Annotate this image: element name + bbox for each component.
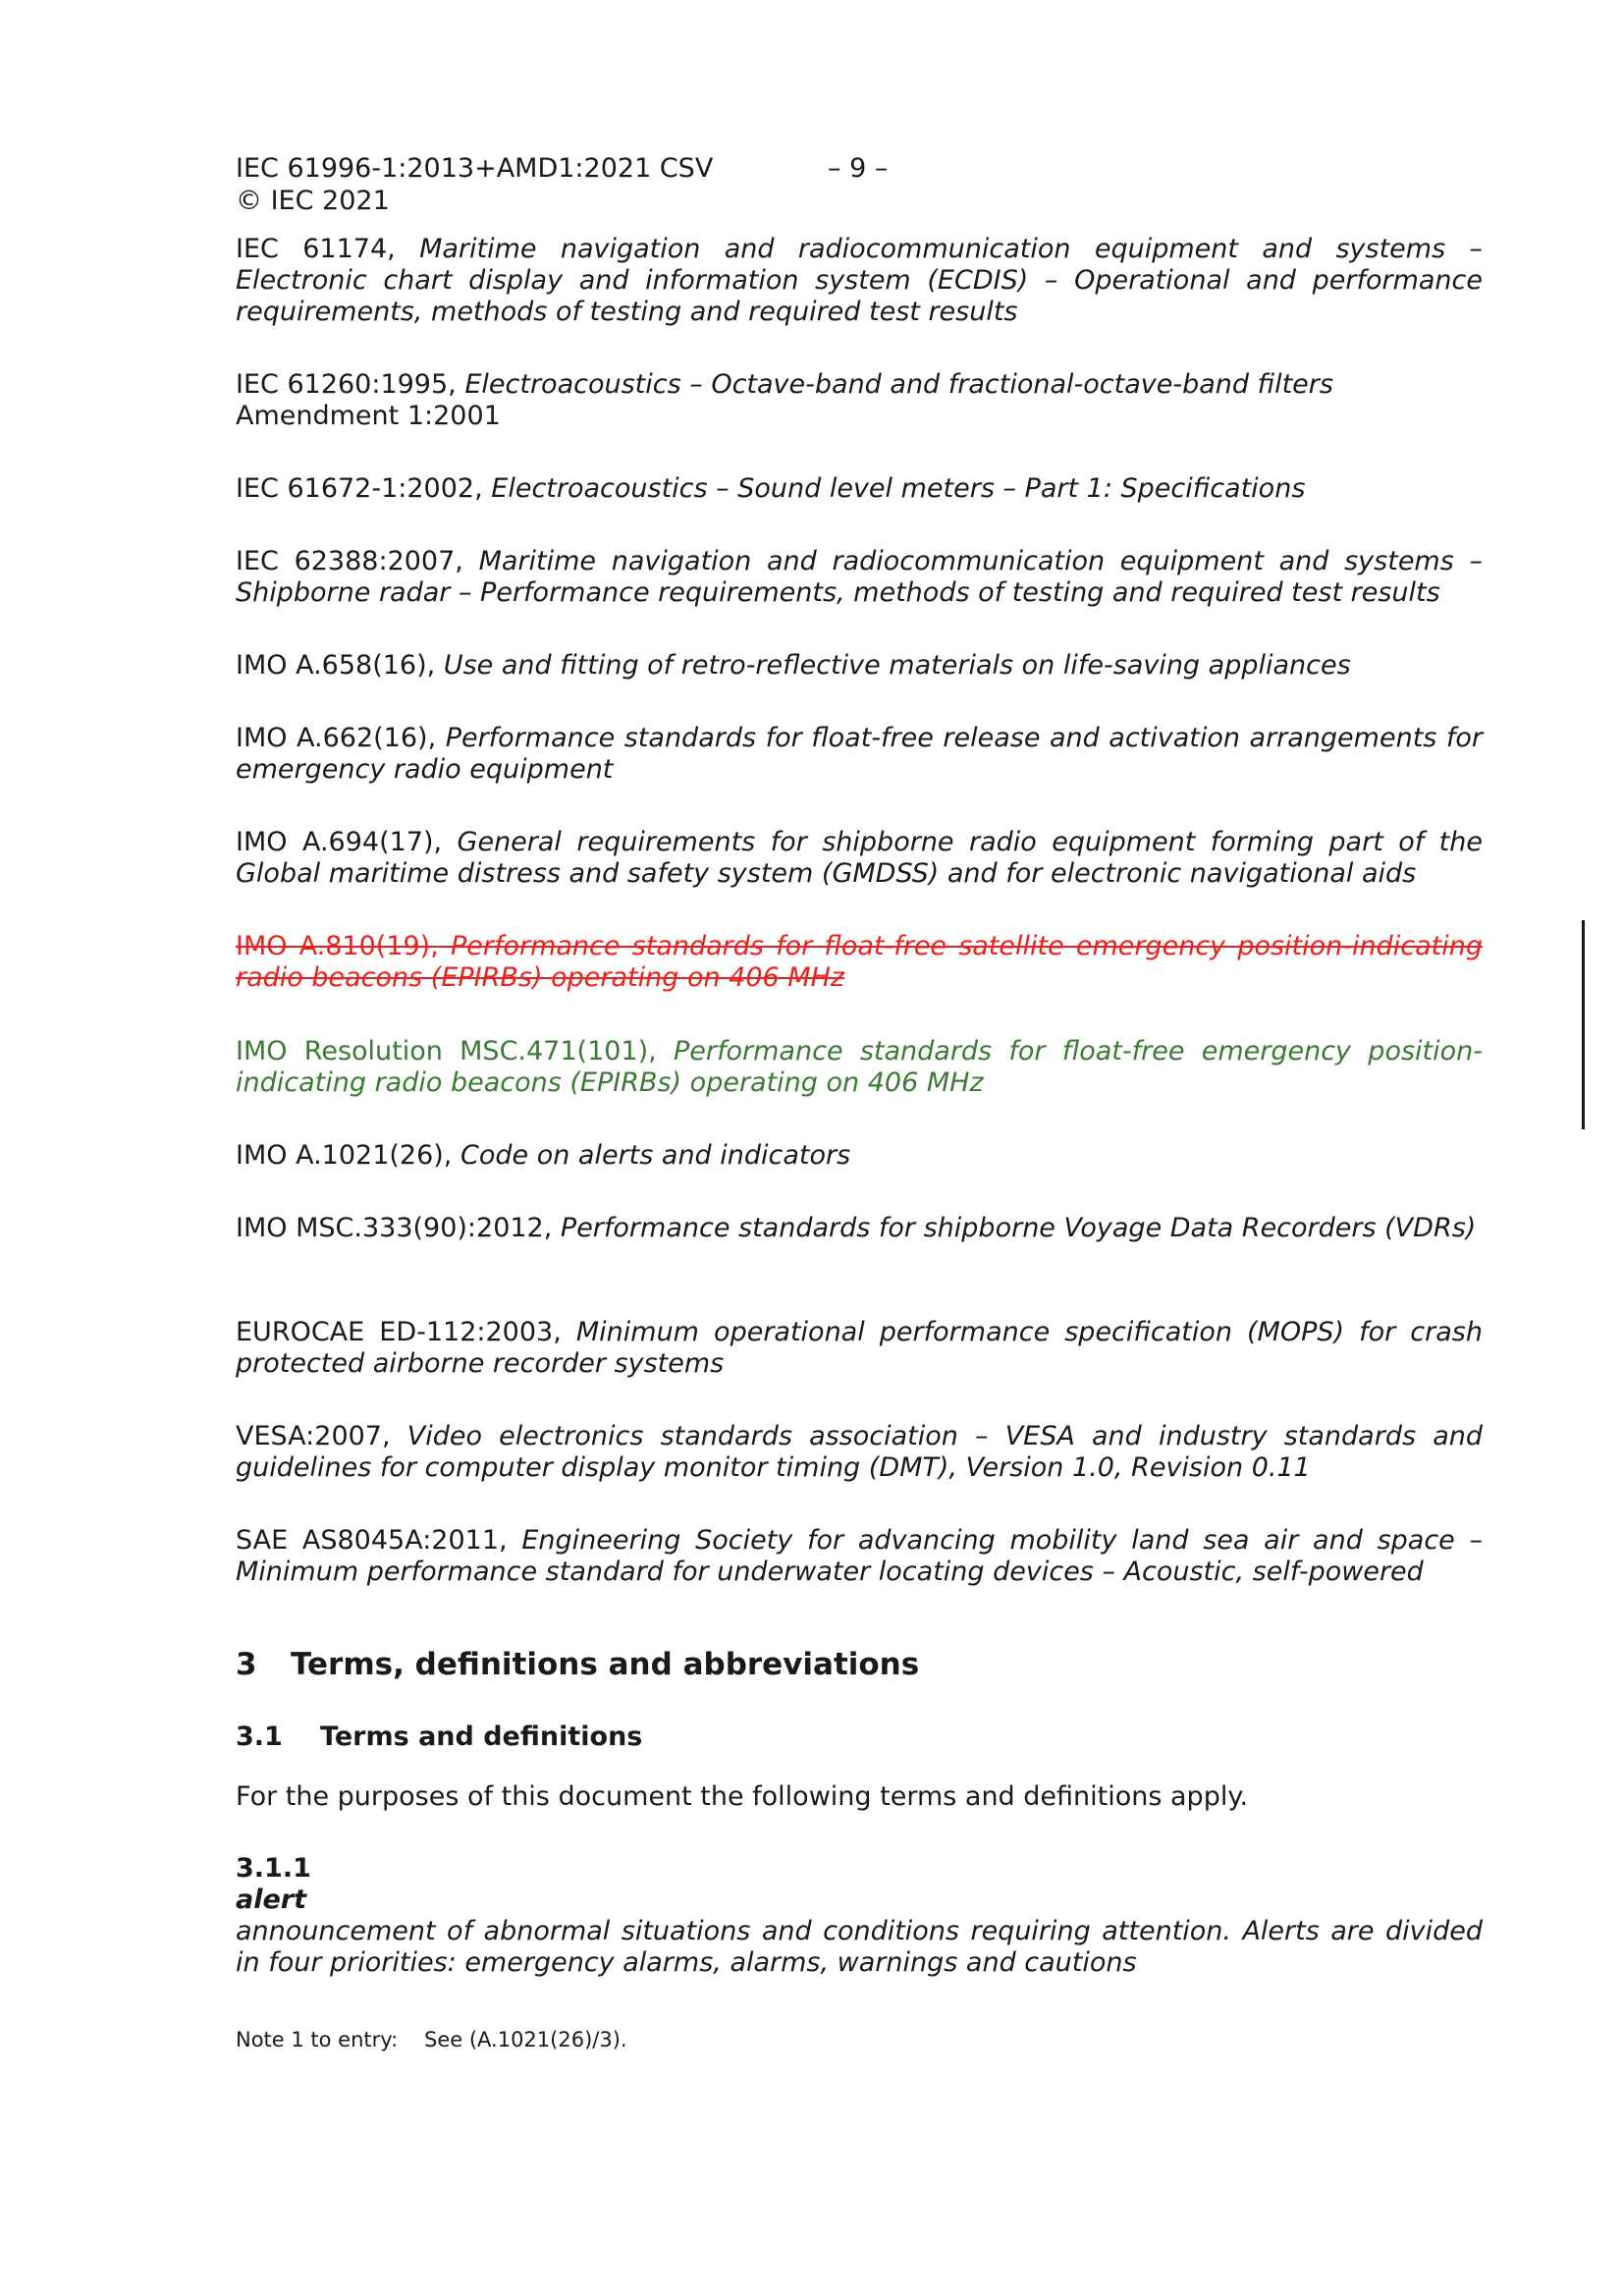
section-title: Terms, definitions and abbreviations [291,1647,920,1682]
reference-imo-msc333 [236,1213,1483,1244]
reference-id: IEC 61174, [236,234,396,264]
reference-id: VESA:2007, [236,1421,391,1451]
reference-title: Electroacoustics – Octave-band and fractional-octave-band filters [464,369,1333,400]
reference-iec-61174 [236,234,1483,328]
note-text: See (A.1021(26)/3). [424,2028,627,2051]
reference-imo-msc471-added [236,1036,1483,1099]
note-label: Note 1 to entry: [236,2028,399,2051]
reference-title: Video electronics standards association – VESA and industry standards and guidelines for computer display monitor timing (DMT), Version 1.0, Revision 0.11 [236,1421,1483,1483]
reference-title: Minimum operational performance specification (MOPS) for crash protected airborne recorder systems [236,1317,1483,1379]
reference-imo-a658 [236,650,1483,682]
reference-id: IEC 61672-1:2002, [236,473,483,504]
document-id: IEC 61996-1:2013+AMD1:2021 CSV [236,153,714,184]
page-number: – 9 – [828,153,889,184]
reference-eurocae-ed112 [236,1317,1483,1380]
reference-id: IEC 61260:1995, [236,369,457,400]
reference-id: SAE AS8045A:2011, [236,1525,508,1556]
reference-amendment: Amendment 1:2001 [236,401,501,431]
term-number: 3.1.1 [236,1853,311,1884]
reference-iec-61260 [236,369,1483,432]
reference-id: IMO A.1021(26), [236,1140,453,1171]
change-bar [1582,920,1585,1129]
reference-id: IEC 62388:2007, [236,546,463,576]
note-to-entry [236,2027,627,2052]
subsection-title: Terms and definitions [320,1722,643,1752]
reference-title: Electroacoustics – Sound level meters – Part 1: Specifications [491,473,1306,504]
reference-title: Maritime navigation and radiocommunication equipment and systems – Shipborne radar – Performance requirements, methods of testing and required test results [236,546,1483,608]
reference-id: IMO MSC.333(90):2012, [236,1213,553,1243]
reference-id: EUROCAE ED-112:2003, [236,1317,562,1347]
reference-id: IMO A.694(17), [236,827,443,857]
reference-sae-as8045a [236,1525,1483,1588]
copyright: © IEC 2021 [236,186,390,216]
reference-imo-a694 [236,827,1483,890]
subsection-number: 3.1 [236,1722,283,1752]
reference-title: Performance standards for shipborne Voyage Data Recorders (VDRs) [560,1213,1477,1243]
reference-id: IMO A.810(19), [236,931,439,961]
subsection-heading [236,1722,642,1753]
reference-title: Code on alerts and indicators [460,1140,851,1171]
reference-iec-61672 [236,473,1483,505]
reference-imo-a1021 [236,1140,1483,1172]
section-heading [236,1646,919,1683]
reference-id: IMO A.662(16), [236,723,437,753]
intro-paragraph: For the purposes of this document the following terms and definitions apply. [236,1781,1249,1812]
term-name: alert [236,1885,307,1915]
reference-imo-a662 [236,723,1483,786]
reference-title: Use and fitting of retro-reflective materials on life-saving appliances [443,650,1351,681]
reference-vesa [236,1421,1483,1484]
reference-title: Maritime navigation and radiocommunication equipment and systems – Electronic chart display and information system (ECDIS) – Operational and performance requirements, methods of testing and required test results [236,234,1483,327]
reference-title: Performance standards for float-free release and activation arrangements for emergency radio equipment [236,723,1483,785]
term-definition: announcement of abnormal situations and conditions requiring attention. Alerts are divided in four priorities: emergency alarms, alarms, warnings and cautions [236,1916,1483,1978]
reference-title: General requirements for shipborne radio equipment forming part of the Global maritime distress and safety system (GMDSS) and for electronic navigational aids [236,827,1483,889]
section-number: 3 [236,1647,257,1682]
reference-title: Performance standards for float-free satellite emergency position-indicating radio beacons (EPIRBs) operating on 406 MHz [236,931,1483,993]
reference-id: IMO A.658(16), [236,650,436,681]
reference-iec-62388 [236,546,1483,609]
reference-imo-a810-deleted [236,931,1483,994]
reference-id: IMO Resolution MSC.471(101), [236,1036,657,1066]
reference-title: Performance standards for float-free emergency position-indicating radio beacons (EPIRBs) operating on 406 MHz [236,1036,1483,1098]
reference-title: Engineering Society for advancing mobility land sea air and space – Minimum performance standard for underwater locating devices – Acoustic, self-powered [236,1525,1483,1587]
